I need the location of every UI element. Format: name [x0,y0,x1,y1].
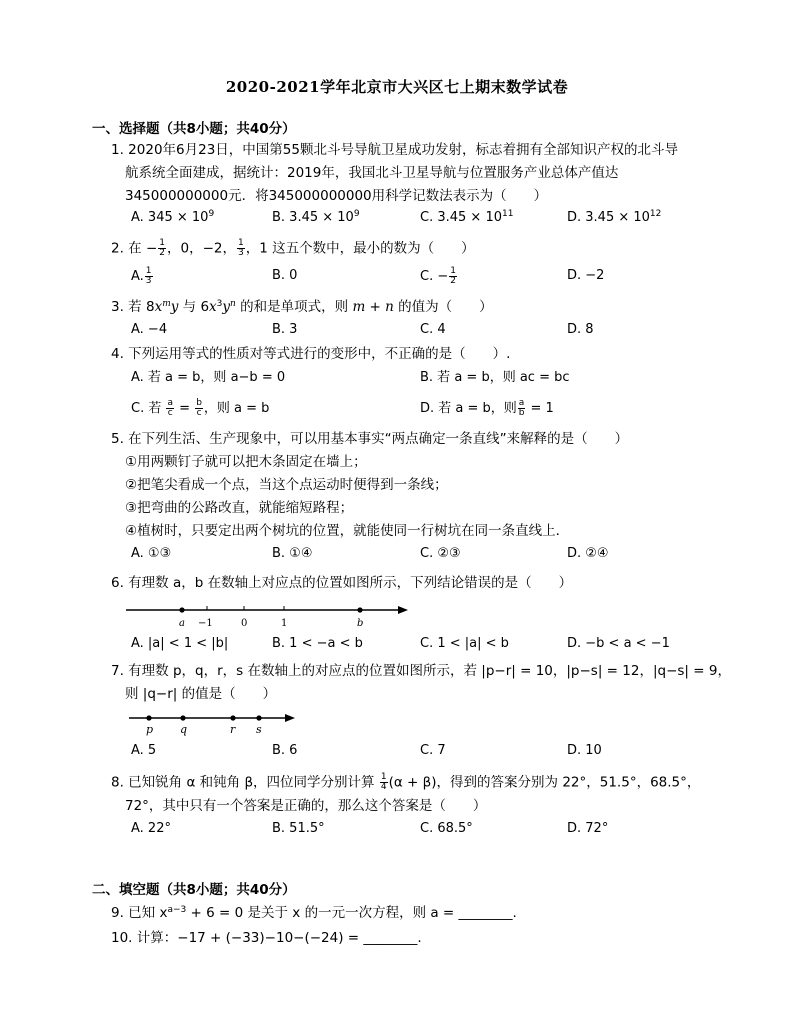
q4-option-c-eq: = [179,401,191,416]
q9-post: + 6 = 0 是关于 x 的一元一次方程，则 a = ________. [186,905,517,921]
q2-frac-half-den: 2 [159,248,166,258]
q3-option-b[interactable]: B. 3 [272,322,298,337]
q1-option-d-exp: 12 [649,209,662,219]
q6-option-b[interactable]: B. 1 < −a < b [272,636,363,651]
q1-option-c[interactable] [420,209,513,227]
q8-option-a[interactable]: A. 22° [131,821,171,836]
q7-option-a[interactable]: A. 5 [131,743,157,758]
q7-number-line [125,707,300,737]
q1-option-c-base: C. 3.45 × 10 [420,210,502,225]
q1-option-a[interactable] [131,209,214,227]
q7-point-r [230,715,235,720]
q8-option-b[interactable]: B. 51.5° [272,821,325,836]
q6-axis-arrow [398,606,408,614]
q2-option-c-num: 1 [450,266,456,276]
q1-line3: 345000000000元．将345000000000用科学记数法表示为（ ） [125,188,548,204]
q6-point-a [179,607,184,612]
q2-option-b[interactable]: B. 0 [272,268,298,283]
q2-option-a-num: 1 [145,266,152,276]
exam-title: 2020-2021学年北京市大兴区七上期末数学试卷 [225,78,569,96]
section-fill-heading: 二、填空题（共8小题；共40分） [92,882,296,898]
q8-option-c[interactable]: C. 68.5° [420,821,473,836]
q7-label-s: s [256,723,262,736]
q8-frac-num: 1 [380,772,387,782]
q1-line2: 航系统全面建成，据统计：2019年，我国北斗卫星导航与位置服务产业总体产值达 [125,165,619,181]
q4-option-c-frac1 [166,399,174,418]
q6-label-1: 1 [281,618,288,629]
q6-option-a[interactable]: A. |a| < 1 < |b| [131,636,229,651]
q4-stem: 4. 下列运用等式的性质对等式进行的变形中，不正确的是（ ）. [111,346,511,362]
q10-stem: 10. 计算：−17 + (−33)−10−(−24) = ________. [111,930,422,946]
q5-option-c[interactable]: C. ②③ [420,546,461,561]
q2-option-a[interactable] [131,267,154,286]
q5-option-d[interactable]: D. ②④ [567,546,609,561]
q1-option-a-exp: 9 [208,209,215,219]
q1-option-b[interactable] [272,209,360,227]
q2-option-d[interactable]: D. −2 [567,268,605,283]
q6-label-neg1: −1 [198,618,213,629]
q7-point-p [146,715,151,720]
q7-label-r: r [230,723,236,736]
q1-option-b-base: B. 3.45 × 10 [272,210,354,225]
q4-option-c-num2: b [196,398,202,408]
q4-option-c-den2: c [196,408,202,418]
q8-line1-pre: 8. 已知锐角 α 和钝角 β，四位同学分别计算 [111,774,375,791]
q7-label-p: p [146,723,154,736]
q7-axis-arrow [285,714,295,722]
q6-option-c[interactable]: C. 1 < |a| < b [420,636,509,651]
q5-statement-1: ①用两颗钉子就可以把木条固定在墙上； [125,454,367,470]
q7-line1: 7. 有理数 p，q，r，s 在数轴上的对应点的位置如图所示，若 |p−r| = 10，|p−s| = 12，|q−s| = 9， [111,663,731,679]
q9-pre: 9. 已知 x [111,905,168,921]
q6-label-b: b [357,618,364,629]
q9-exponent: a−3 [167,905,187,915]
q4-option-d-pre: D. 若 a = b，则 [420,401,517,416]
q7-point-q [180,715,185,720]
q8-line1 [111,773,700,792]
q2-frac-third-num: 1 [238,238,244,248]
q2-frac-third [237,239,245,258]
q6-stem: 6. 有理数 a，b 在数轴上对应点的位置如图所示，下列结论错误的是（ ） [111,575,573,591]
q2-option-a-frac [145,267,153,286]
q4-option-d-num: a [518,398,525,408]
q4-option-d-post: = 1 [530,401,554,416]
q5-option-b[interactable]: B. ①④ [272,546,313,561]
q2-option-c[interactable] [420,267,458,286]
q1-option-d-base: D. 3.45 × 10 [567,210,650,225]
q4-option-c-num1: a [167,398,173,408]
q7-label-q: q [180,723,188,736]
q6-point-b [357,607,362,612]
q5-statement-3: ③把弯曲的公路改直，就能缩短路程； [125,500,354,516]
q4-option-d-den: b [518,408,525,418]
q1-option-b-exp: 9 [353,209,360,219]
q4-option-c-post: ，则 a = b [203,401,270,416]
q3-option-a[interactable]: A. −4 [131,322,168,337]
q8-line2: 72°，其中只有一个答案是正确的，那么这个答案是（ ） [125,798,487,814]
q1-option-d[interactable] [567,209,661,227]
q2-stem-pre: 2. 在 − [111,240,158,257]
q6-label-0: 0 [241,618,248,629]
q7-line2: 则 |q−r| 的值是（ ） [125,686,277,702]
q1-option-a-base: A. 345 × 10 [131,210,209,225]
q7-option-b[interactable]: B. 6 [272,743,298,758]
section-choice-heading: 一、选择题（共8小题；共40分） [92,121,296,137]
q4-option-d[interactable] [420,399,554,418]
q4-option-c-den1: c [167,408,173,418]
q7-option-d[interactable]: D. 10 [567,743,602,758]
q5-statement-4: ④植树时，只要定出两个树坑的位置，就能使同一行树坑在同一条直线上． [125,523,570,539]
q2-frac-third-den: 3 [238,248,244,258]
q6-option-d[interactable]: D. −b < a < −1 [567,636,670,651]
q2-option-a-label: A. [131,269,144,284]
q5-option-a[interactable]: A. ①③ [131,546,172,561]
q9-stem [111,904,517,922]
q6-number-line [120,596,410,630]
q1-option-c-exp: 11 [502,209,514,219]
q8-frac [380,773,388,792]
q5-statement-2: ②把笔尖看成一个点，当这个点运动时便得到一条线； [125,477,448,493]
q2-option-c-label: C. − [420,269,449,284]
q4-option-c-pre: C. 若 [131,401,162,416]
q4-option-d-frac [518,399,526,418]
q2-frac-half-num: 1 [159,238,166,248]
q2-stem-post: ，1 这五个数中，最小的数为（ ） [245,240,475,257]
q4-option-b[interactable]: B. 若 a = b，则 ac = bc [420,370,570,385]
q8-line1-post: (α + β)，得到的答案分别为 22°，51.5°，68.5°， [388,774,701,791]
q4-option-c-frac2 [195,399,203,418]
q4-option-c[interactable] [131,399,269,418]
q2-option-c-frac [449,267,457,286]
q5-stem: 5. 在下列生活、生产现象中，可以用基本事实“两点确定一条直线”来解释的是（ ） [111,431,629,447]
q7-option-c[interactable]: C. 7 [420,743,446,758]
q2-option-a-den: 3 [145,276,152,286]
q7-point-s [256,715,261,720]
q1-line1: 1. 2020年6月23日，中国第55颗北斗号导航卫星成功发射，标志着拥有全部知识产权的北斗导 [111,142,678,158]
q2-frac-half [158,239,166,258]
q8-option-d[interactable]: D. 72° [567,821,609,836]
q3-option-c[interactable]: C. 4 [420,322,446,337]
q8-frac-den: 4 [380,782,387,792]
q3-stem: 3. 若 $8x^my$ 与 $6x^3y^n$ 的和是单项式，则 m + n 的值为（ ） [111,299,493,315]
q6-label-a: a [179,618,185,629]
q2-stem-mid: ，0，−2， [167,240,237,257]
q4-option-a[interactable]: A. 若 a = b，则 a−b = 0 [131,370,286,385]
q3-option-d[interactable]: D. 8 [567,322,594,337]
q2-stem [111,239,475,258]
q2-option-c-den: 2 [450,276,456,286]
